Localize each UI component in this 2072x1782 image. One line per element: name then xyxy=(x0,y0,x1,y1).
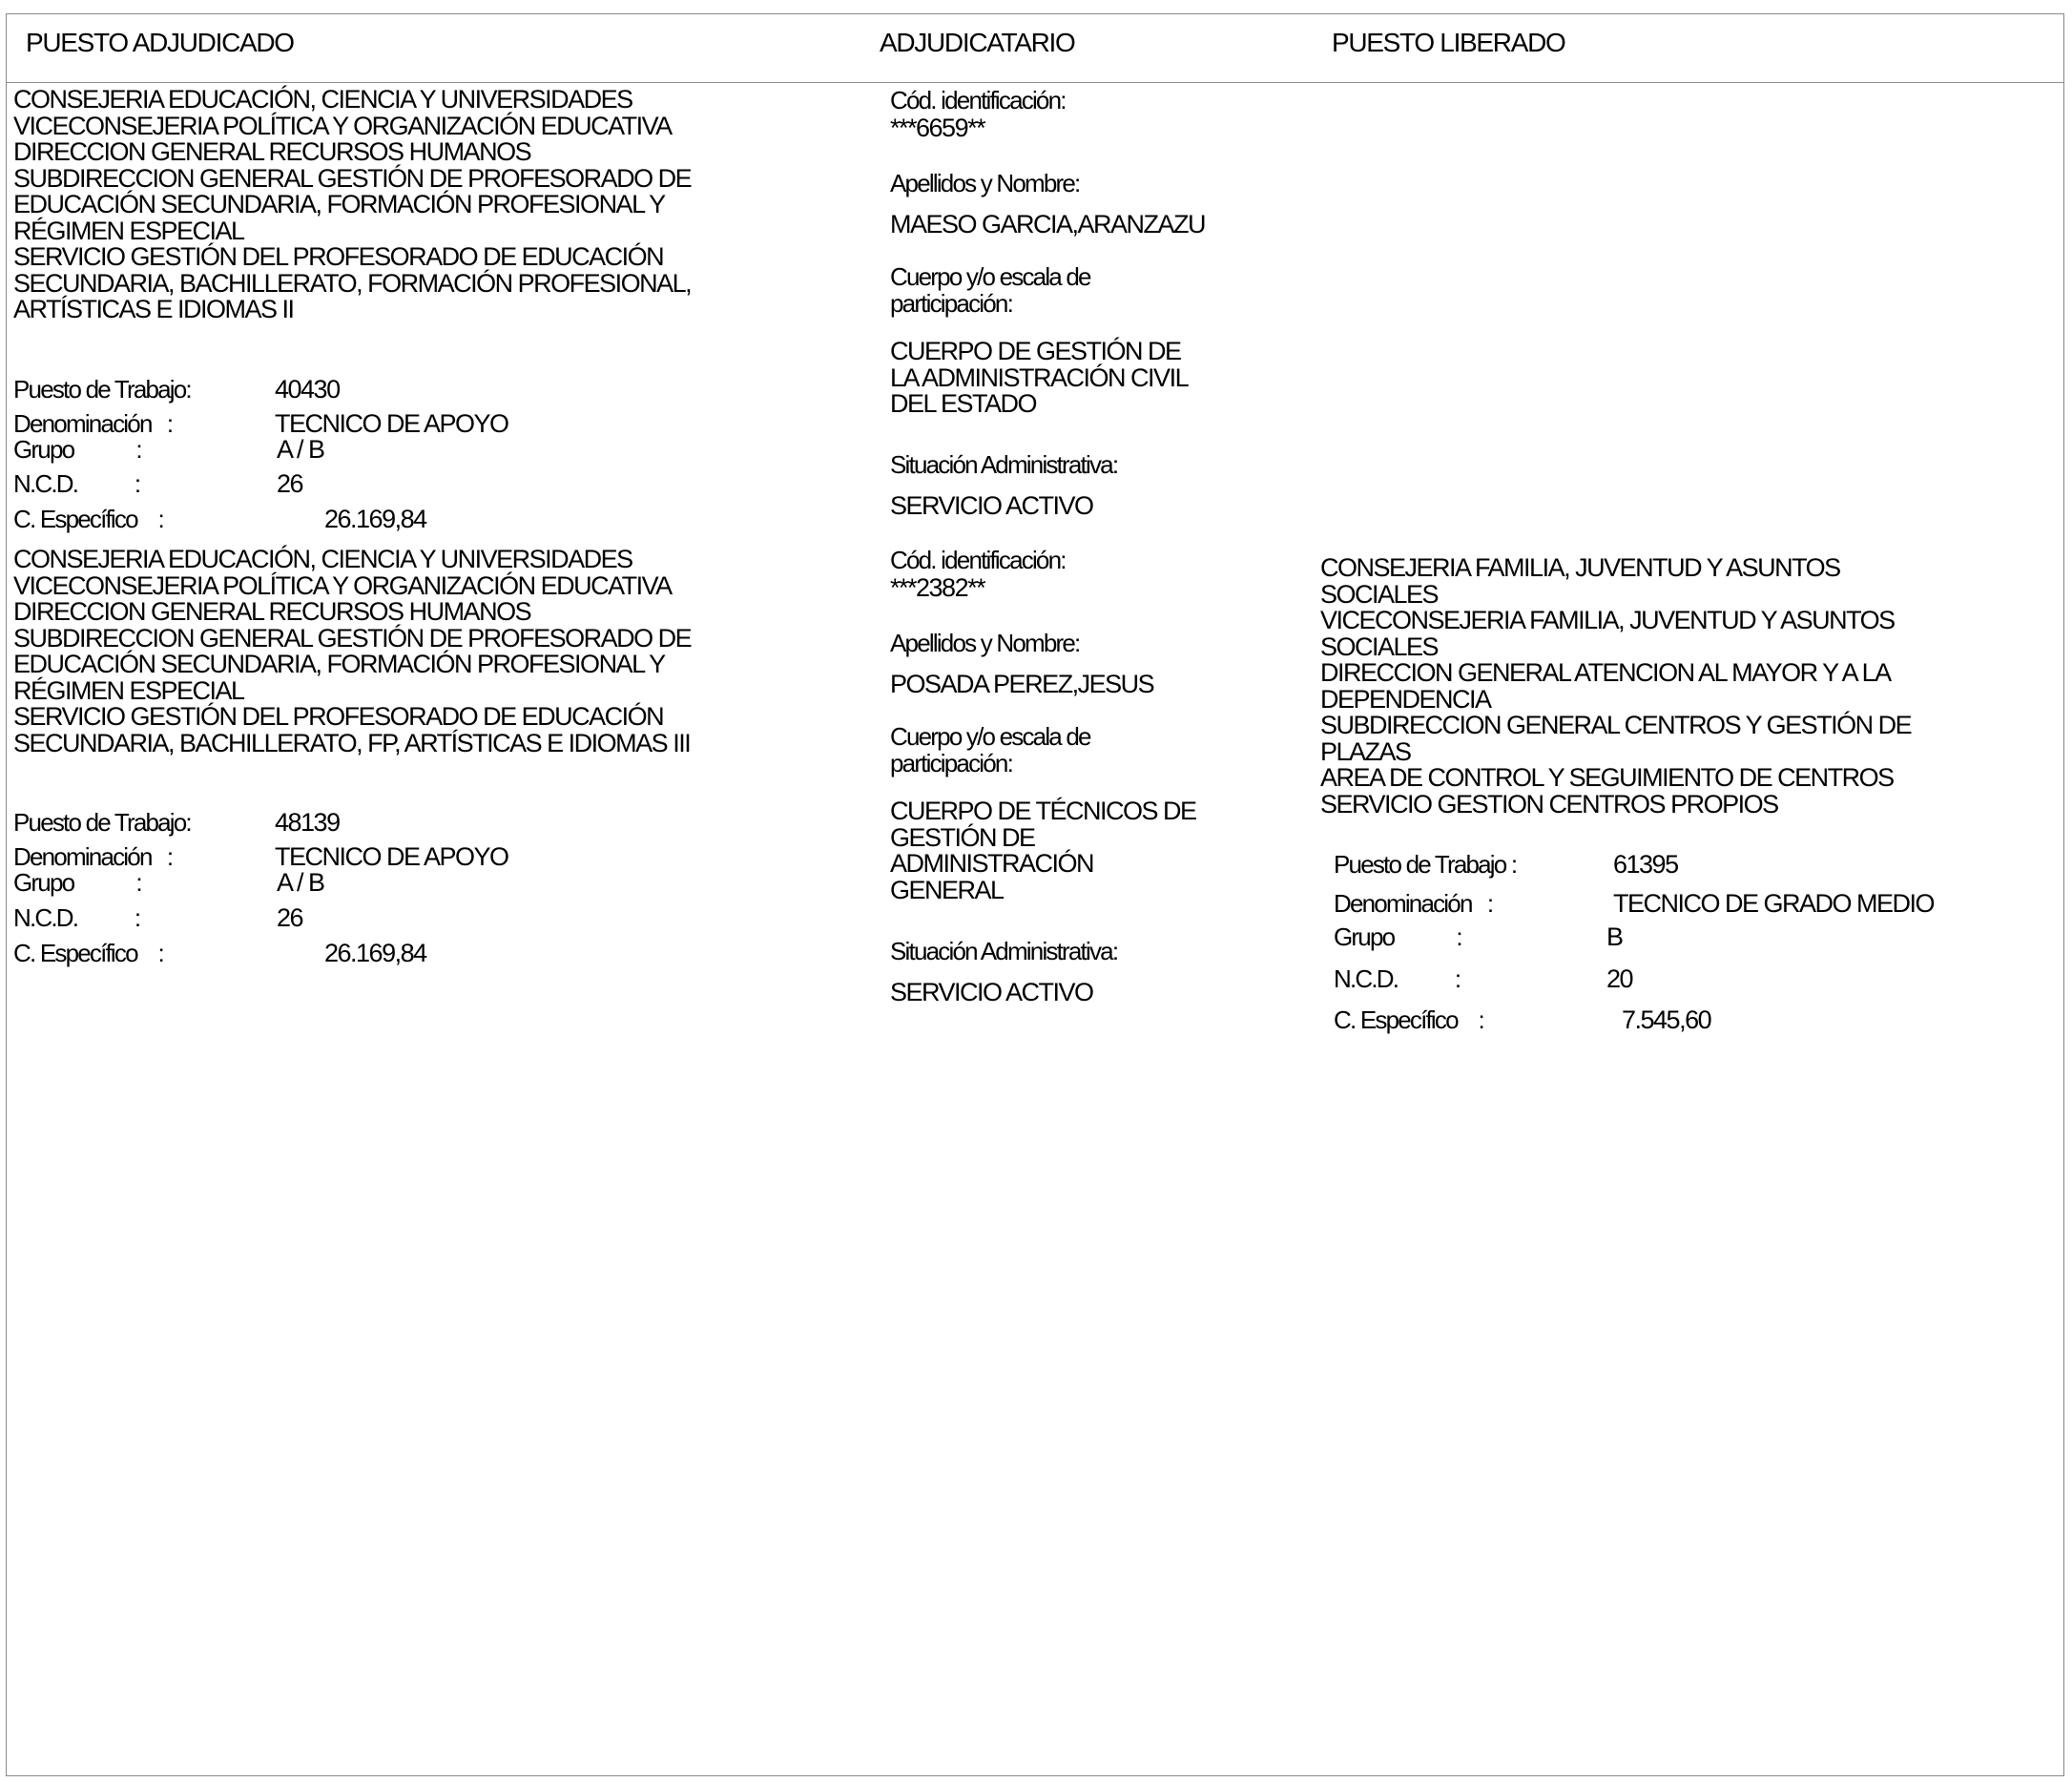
label-ncd: N.C.D. : xyxy=(13,903,140,932)
label-ncd-liberado: N.C.D. : xyxy=(1334,964,1461,993)
value-ncd: 26 xyxy=(277,469,303,498)
header-divider xyxy=(6,82,2064,83)
value-denominacion: TECNICO DE APOYO xyxy=(275,409,508,438)
label-apellidos-nombre: Apellidos y Nombre: xyxy=(890,629,1080,657)
value-puesto-trabajo: 40430 xyxy=(275,375,340,404)
organismo-liberado: CONSEJERIA FAMILIA, JUVENTUD Y ASUNTOS SOCIALES VICECONSEJERIA FAMILIA, JUVENTUD Y ASUNTOS SOCIALES DIRECCION GENERAL ATENCION AL MAYOR Y A LA DEPENDENCIA SUBDIRECCION GENERAL CENTROS Y GESTIÓN DE PLAZAS AREA DE CONTROL Y SEGUIMIENTO DE CENTROS SERVICIO GESTION CENTROS PROPIOS xyxy=(1320,553,1912,818)
value-grupo: A / B xyxy=(277,435,324,464)
label-grupo: Grupo : xyxy=(13,868,141,897)
label-puesto-trabajo: Puesto de Trabajo: xyxy=(13,808,191,837)
label-cuerpo-escala: Cuerpo y/o escala de participación: xyxy=(890,262,1090,318)
organismo-adjudicado: CONSEJERIA EDUCACIÓN, CIENCIA Y UNIVERSIDADES VICECONSEJERIA POLÍTICA Y ORGANIZACIÓN EDUCATIVA DIRECCION GENERAL RECURSOS HUMANOS SUBDIRECCION GENERAL GESTIÓN DE PROFESORADO DE EDUCACIÓN SECUNDARIA, FORMACIÓN PROFESIONAL Y RÉGIMEN ESPECIAL SERVICIO GESTIÓN DEL PROFESORADO DE EDUCACIÓN SECUNDARIA, BACHILLERATO, FP, ARTÍSTICAS E IDIOMAS III xyxy=(13,545,692,757)
value-apellidos-nombre: POSADA PEREZ,JESUS xyxy=(890,670,1154,698)
label-c-especifico: C. Específico : xyxy=(13,939,163,967)
value-ncd: 26 xyxy=(277,903,303,932)
label-cuerpo-escala: Cuerpo y/o escala de participación: xyxy=(890,722,1090,777)
label-denominacion-liberado: Denominación : xyxy=(1334,889,1493,918)
label-cod-identificacion: Cód. identificación: xyxy=(890,546,1066,574)
value-denominacion: TECNICO DE APOYO xyxy=(275,842,508,871)
label-ncd: N.C.D. : xyxy=(13,469,140,498)
value-situacion: SERVICIO ACTIVO xyxy=(890,978,1093,1006)
value-cod-identificacion: ***2382** xyxy=(890,573,985,602)
value-cuerpo-escala: CUERPO DE TÉCNICOS DE GESTIÓN DE ADMINISTRACIÓN GENERAL xyxy=(890,797,1196,904)
header-puesto-liberado: PUESTO LIBERADO xyxy=(1332,28,1565,57)
label-denominacion: Denominación : xyxy=(13,409,173,438)
organismo-adjudicado: CONSEJERIA EDUCACIÓN, CIENCIA Y UNIVERSIDADES VICECONSEJERIA POLÍTICA Y ORGANIZACIÓN EDUCATIVA DIRECCION GENERAL RECURSOS HUMANOS SUBDIRECCION GENERAL GESTIÓN DE PROFESORADO DE EDUCACIÓN SECUNDARIA, FORMACIÓN PROFESIONAL Y RÉGIMEN ESPECIAL SERVICIO GESTIÓN DEL PROFESORADO DE EDUCACIÓN SECUNDARIA, BACHILLERATO, FORMACIÓN PROFESIONAL, ARTÍSTICAS E IDIOMAS II xyxy=(13,85,692,323)
label-situacion: Situación Administrativa: xyxy=(890,937,1118,965)
value-grupo-liberado: B xyxy=(1606,922,1623,951)
label-puesto-trabajo: Puesto de Trabajo: xyxy=(13,375,191,404)
label-c-especifico-liberado: C. Específico : xyxy=(1334,1005,1483,1034)
label-grupo-liberado: Grupo : xyxy=(1334,922,1461,951)
label-situacion: Situación Administrativa: xyxy=(890,450,1118,479)
header-adjudicatario: ADJUDICATARIO xyxy=(880,28,1075,57)
value-puesto-trabajo: 48139 xyxy=(275,808,340,837)
value-grupo: A / B xyxy=(277,868,324,897)
label-grupo: Grupo : xyxy=(13,435,141,464)
value-cuerpo-escala: CUERPO DE GESTIÓN DE LA ADMINISTRACIÓN CIVIL DEL ESTADO xyxy=(890,337,1189,418)
value-apellidos-nombre: MAESO GARCIA,ARANZAZU xyxy=(890,210,1206,238)
value-c-especifico: 26.169,84 xyxy=(324,505,426,533)
value-puesto-trabajo-liberado: 61395 xyxy=(1613,850,1678,879)
header-puesto-adjudicado: PUESTO ADJUDICADO xyxy=(26,28,294,57)
value-ncd-liberado: 20 xyxy=(1606,964,1633,993)
label-c-especifico: C. Específico : xyxy=(13,505,163,533)
value-c-especifico-liberado: 7.545,60 xyxy=(1622,1005,1711,1034)
label-apellidos-nombre: Apellidos y Nombre: xyxy=(890,169,1080,197)
label-cod-identificacion: Cód. identificación: xyxy=(890,86,1066,114)
value-c-especifico: 26.169,84 xyxy=(324,939,426,967)
value-cod-identificacion: ***6659** xyxy=(890,114,985,142)
label-puesto-trabajo-liberado: Puesto de Trabajo : xyxy=(1334,850,1517,879)
value-situacion: SERVICIO ACTIVO xyxy=(890,491,1093,520)
value-denominacion-liberado: TECNICO DE GRADO MEDIO xyxy=(1613,889,1935,918)
label-denominacion: Denominación : xyxy=(13,842,173,871)
